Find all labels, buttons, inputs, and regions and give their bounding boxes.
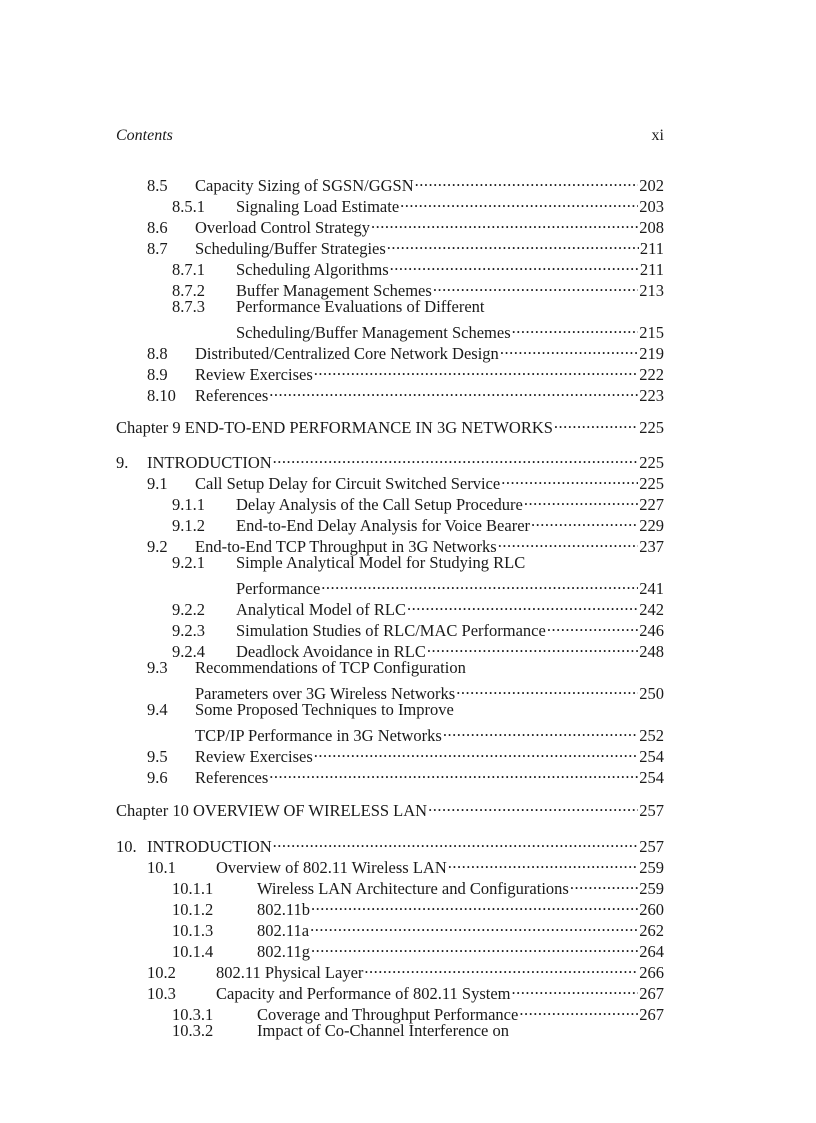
toc-entry[interactable] <box>172 915 664 940</box>
dot-leader <box>390 254 639 275</box>
toc-entry-number: 10.3.1 <box>172 1005 214 1024</box>
toc-entry[interactable] <box>147 699 454 720</box>
toc-entry-title: Recommendations of TCP Configuration <box>195 658 466 677</box>
toc-entry-page: 215 <box>639 323 664 342</box>
toc-entry[interactable] <box>172 254 664 279</box>
dot-leader <box>433 275 638 296</box>
dot-leader <box>273 447 639 468</box>
toc-entry-page: 202 <box>639 176 664 195</box>
toc-entry[interactable] <box>172 552 525 573</box>
toc-entry[interactable] <box>172 873 664 898</box>
dot-leader <box>512 317 639 338</box>
toc-entry-title: Chapter 9 END-TO-END PERFORMANCE IN 3G NETWORKS <box>116 418 553 437</box>
toc-entry-title: Overview of 802.11 Wireless LAN <box>216 858 447 877</box>
toc-entry-number: 10. <box>116 837 137 856</box>
toc-entry-continuation[interactable] <box>236 317 664 342</box>
dot-leader <box>314 359 639 380</box>
dot-leader <box>547 615 638 636</box>
toc-entry-page: 203 <box>639 197 664 216</box>
toc-entry-title: Deadlock Avoidance in RLC <box>236 642 426 661</box>
dot-leader <box>501 468 638 489</box>
toc-entry-continuation[interactable] <box>195 720 664 745</box>
toc-entry-number: 8.5 <box>147 176 168 195</box>
toc-entry-title: 802.11b <box>257 900 311 919</box>
toc-entry[interactable] <box>172 489 664 514</box>
toc-entry-page: 248 <box>639 642 664 661</box>
toc-entry[interactable] <box>147 338 664 363</box>
toc-entry-number: 10.1.2 <box>172 900 214 919</box>
toc-entry-page: 259 <box>639 858 664 877</box>
toc-entry-page: 260 <box>639 900 664 919</box>
toc-entry-title: End-to-End TCP Throughput in 3G Networks <box>195 537 497 556</box>
toc-entry-title: Overload Control Strategy <box>195 218 371 237</box>
toc-entry-page: 246 <box>639 621 664 640</box>
toc-entry[interactable] <box>147 170 664 195</box>
toc-entry-title-continued: Parameters over 3G Wireless Networks <box>195 684 456 703</box>
toc-entry-title: INTRODUCTION <box>147 837 272 856</box>
toc-entry[interactable] <box>147 212 664 237</box>
toc-entry[interactable] <box>147 762 664 787</box>
toc-entry-number: 9.4 <box>147 700 168 719</box>
toc-entry-title-continued: Performance <box>236 579 321 598</box>
dot-leader <box>407 594 638 615</box>
toc-entry-title: Call Setup Delay for Circuit Switched Service <box>195 474 501 493</box>
dot-leader <box>387 233 639 254</box>
toc-entry-number: 10.3.2 <box>172 1021 214 1040</box>
toc-entry-title: Capacity Sizing of SGSN/GGSN <box>195 176 414 195</box>
toc-entry-page: 225 <box>639 453 664 472</box>
toc-entry-page: 229 <box>639 516 664 535</box>
toc-entry-page: 213 <box>639 281 664 300</box>
toc-entry-title: Simulation Studies of RLC/MAC Performance <box>236 621 546 640</box>
page-number: xi <box>651 127 664 144</box>
toc-entry-title: Analytical Model of RLC <box>236 600 407 619</box>
toc-entry-number: 8.7 <box>147 239 168 258</box>
toc-entry-page: 219 <box>639 344 664 363</box>
toc-entry-number: 8.5.1 <box>172 197 205 216</box>
toc-entry-title: Performance Evaluations of Different <box>236 297 485 316</box>
toc-entry-number: 9.1.2 <box>172 516 205 535</box>
dot-leader <box>321 573 638 594</box>
toc-entry-title: Capacity and Performance of 802.11 System <box>216 984 511 1003</box>
dot-leader <box>456 678 638 699</box>
toc-entry-title: INTRODUCTION <box>147 453 272 472</box>
running-title: Contents <box>116 127 173 144</box>
toc-entry[interactable] <box>116 447 664 472</box>
toc-entry-title: End-to-End Delay Analysis for Voice Bearer <box>236 516 531 535</box>
toc-entry-title: Review Exercises <box>195 747 313 766</box>
toc-entry-page: 208 <box>639 218 664 237</box>
toc-entry-number: 8.8 <box>147 344 168 363</box>
toc-entry-page: 267 <box>639 1005 664 1024</box>
toc-entry-title: Review Exercises <box>195 365 313 384</box>
toc-entry-page: 225 <box>639 418 664 437</box>
toc-entry[interactable] <box>172 594 664 619</box>
dot-leader <box>500 338 638 359</box>
toc-entry-page: 241 <box>639 579 664 598</box>
toc-entry-title-continued: TCP/IP Performance in 3G Networks <box>195 726 442 745</box>
toc-entry-number: 8.6 <box>147 218 168 237</box>
toc-entry-page: 225 <box>639 474 664 493</box>
toc-entry-number: 8.10 <box>147 386 176 405</box>
toc-entry-number: 9.5 <box>147 747 168 766</box>
toc-entry-page: 222 <box>639 365 664 384</box>
dot-leader <box>427 636 638 657</box>
toc-entry-page: 254 <box>639 747 664 766</box>
toc-entry[interactable] <box>147 359 664 384</box>
toc-entry-number: 10.1.1 <box>172 879 214 898</box>
dot-leader <box>314 741 639 762</box>
toc-entry-title: Scheduling/Buffer Strategies <box>195 239 386 258</box>
dot-leader <box>443 720 638 741</box>
toc-entry-title: Signaling Load Estimate <box>236 197 400 216</box>
toc-entry[interactable] <box>147 380 664 405</box>
toc-entry[interactable] <box>147 978 664 1003</box>
toc-entry-number: 9.2.2 <box>172 600 205 619</box>
toc-entry-page: 259 <box>639 879 664 898</box>
toc-entry[interactable] <box>147 741 664 766</box>
toc-entry-page: 223 <box>639 386 664 405</box>
dot-leader <box>511 978 638 999</box>
toc-entry-title: 802.11g <box>257 942 311 961</box>
toc-entry-title: Distributed/Centralized Core Network Design <box>195 344 499 363</box>
toc-entry[interactable] <box>147 852 664 877</box>
toc-entry-number: 8.7.2 <box>172 281 205 300</box>
toc-entry-number: 10.2 <box>147 963 176 982</box>
toc-entry-number: 9.3 <box>147 658 168 677</box>
dot-leader <box>273 831 639 852</box>
toc-entry-number: 10.1 <box>147 858 176 877</box>
toc-entry-number: 9. <box>116 453 129 472</box>
toc-entry[interactable] <box>172 615 664 640</box>
dot-leader <box>269 762 638 783</box>
toc-entry[interactable] <box>147 531 664 556</box>
dot-leader <box>269 380 638 401</box>
toc-entry[interactable] <box>147 657 466 678</box>
toc-entry-page: 266 <box>639 963 664 982</box>
dot-leader <box>415 170 639 191</box>
toc-entry-page: 250 <box>639 684 664 703</box>
dot-leader <box>448 852 639 873</box>
dot-leader <box>570 873 638 894</box>
dot-leader <box>524 489 638 510</box>
toc-entry[interactable] <box>147 957 664 982</box>
toc-entry[interactable] <box>116 831 664 856</box>
toc-entry-title: 802.11 Physical Layer <box>216 963 364 982</box>
toc-entry-number: 8.7.3 <box>172 297 205 316</box>
toc-entry-page: 211 <box>639 260 664 279</box>
toc-entry[interactable] <box>172 936 664 961</box>
toc-entry-page: 211 <box>639 239 664 258</box>
dot-leader <box>519 999 638 1020</box>
toc-entry-page: 237 <box>639 537 664 556</box>
toc-entry[interactable] <box>172 275 664 300</box>
toc-entry-number: 9.2.3 <box>172 621 205 640</box>
toc-entry[interactable] <box>172 999 664 1024</box>
toc-entry-number: 8.9 <box>147 365 168 384</box>
toc-entry-page: 264 <box>639 942 664 961</box>
toc-entry[interactable] <box>172 510 664 535</box>
toc-entry-title: Scheduling Algorithms <box>236 260 389 279</box>
toc-entry-number: 9.1 <box>147 474 168 493</box>
toc-entry-page: 267 <box>639 984 664 1003</box>
toc-entry-page: 254 <box>639 768 664 787</box>
toc-entry-title: Delay Analysis of the Call Setup Procedure <box>236 495 523 514</box>
toc-entry[interactable] <box>172 191 664 216</box>
dot-leader <box>498 531 639 552</box>
dot-leader <box>400 191 638 212</box>
toc-entry-number: 8.7.1 <box>172 260 205 279</box>
toc-entry-title-continued: Scheduling/Buffer Management Schemes <box>236 323 511 342</box>
toc-entry-title: Impact of Co-Channel Interference on <box>257 1021 509 1040</box>
toc-entry-number: 9.2.4 <box>172 642 205 661</box>
toc-entry-title: Wireless LAN Architecture and Configurations <box>257 879 569 898</box>
toc-entry-number: 9.2.1 <box>172 553 205 572</box>
toc-entry[interactable] <box>172 1020 509 1041</box>
toc-entry-title: Coverage and Throughput Performance <box>257 1005 519 1024</box>
dot-leader <box>311 936 638 957</box>
toc-entry-page: 242 <box>639 600 664 619</box>
toc-entry-number: 9.6 <box>147 768 168 787</box>
toc-entry-title: Buffer Management Schemes <box>236 281 432 300</box>
toc-entry-continuation[interactable] <box>195 678 664 703</box>
toc-entry-number: 10.1.3 <box>172 921 214 940</box>
toc-entry[interactable] <box>172 894 664 919</box>
dot-leader <box>311 894 638 915</box>
dot-leader <box>310 915 638 936</box>
toc-entry-page: 257 <box>639 837 664 856</box>
dot-leader <box>428 795 638 816</box>
dot-leader <box>531 510 638 531</box>
toc-entry[interactable] <box>147 233 664 258</box>
toc-entry[interactable] <box>172 636 664 661</box>
toc-entry-continuation[interactable] <box>236 573 664 598</box>
toc-entry-number: 9.1.1 <box>172 495 205 514</box>
dot-leader <box>364 957 638 978</box>
toc-entry[interactable] <box>116 795 664 820</box>
toc-entry-title: Some Proposed Techniques to Improve <box>195 700 454 719</box>
toc-entry[interactable] <box>172 296 484 317</box>
toc-entry-number: 10.3 <box>147 984 176 1003</box>
toc-entry-number: 10.1.4 <box>172 942 214 961</box>
toc-entry-title: Chapter 10 OVERVIEW OF WIRELESS LAN <box>116 801 428 820</box>
toc-entry-title: References <box>195 768 269 787</box>
toc-entry[interactable] <box>147 468 664 493</box>
dot-leader <box>554 412 638 433</box>
toc-entry-page: 252 <box>639 726 664 745</box>
toc-entry-number: 9.2 <box>147 537 168 556</box>
toc-entry-title: Simple Analytical Model for Studying RLC <box>236 553 526 572</box>
toc-entry-page: 262 <box>639 921 664 940</box>
toc-entry-page: 257 <box>639 801 664 820</box>
toc-entry-page: 227 <box>639 495 664 514</box>
toc-entry[interactable] <box>116 412 664 437</box>
toc-entry-title: References <box>195 386 269 405</box>
toc-entry-title: 802.11a <box>257 921 310 940</box>
dot-leader <box>371 212 638 233</box>
